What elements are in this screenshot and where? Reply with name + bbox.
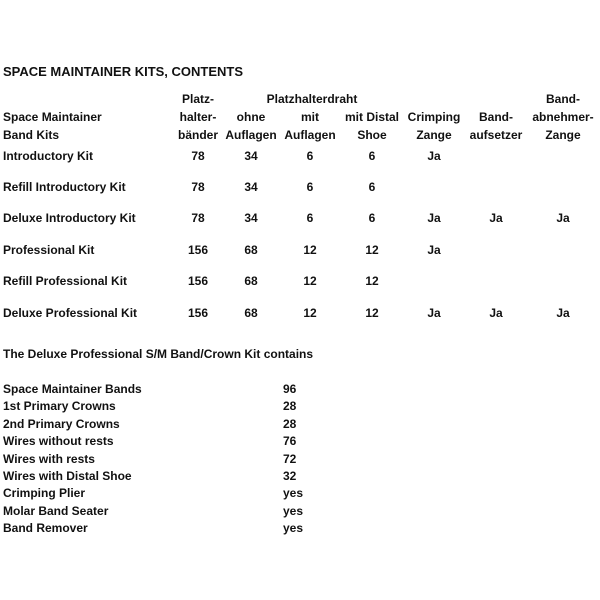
table-row-label: Refill Introductory Kit [3,180,126,194]
table-row-label: Introductory Kit [3,149,93,163]
header-col-ohne-auflagen: ohne Auflagen [225,110,277,142]
table-cell: 6 [306,149,314,163]
contents-item-label: 2nd Primary Crowns [3,417,120,431]
contents-item-label: Band Remover [3,521,88,535]
contents-item-label: Molar Band Seater [3,504,109,518]
table-cell: Ja [427,306,441,320]
table-cell: 156 [187,306,209,320]
table-row-label: Deluxe Professional Kit [3,306,138,320]
table-cell: 68 [244,274,258,288]
table-cell: 68 [244,306,258,320]
table-row-label: Deluxe Introductory Kit [3,211,136,225]
table-cell: 6 [306,180,314,194]
table-cell: 34 [244,180,258,194]
table-cell: Ja [427,211,441,225]
table-row-label: Refill Professional Kit [3,274,128,288]
table-cell: 12 [303,306,317,320]
contents-item-value: yes [283,486,304,500]
contents-item-label: Crimping Plier [3,486,86,500]
table-cell: 6 [368,211,376,225]
header-col-crimping-zange: Crimping Zange [407,110,461,142]
table-cell: 34 [244,149,258,163]
table-cell: 12 [365,274,379,288]
table-cell: Ja [427,243,441,257]
table-cell: 6 [368,180,376,194]
table-cell: Ja [489,306,503,320]
header-col-platzhalterbaender: Platz- halter- bänder [177,92,218,142]
header-col-mit-auflagen: mit Auflagen [284,110,336,142]
table-cell: 6 [306,211,314,225]
table-cell: 34 [244,211,258,225]
contents-item-label: Space Maintainer Bands [3,382,142,396]
contents-item-label: Wires with rests [3,452,95,466]
table-row-label: Professional Kit [3,243,95,257]
contents-item-value: 28 [283,417,297,431]
contents-item-value: 28 [283,399,297,413]
contents-item-label: Wires with Distal Shoe [3,469,132,483]
header-group-label: Platzhalterdraht [266,92,358,106]
table-cell: 68 [244,243,258,257]
contents-item-value: yes [283,521,304,535]
table-cell: 78 [191,211,205,225]
table-cell: 6 [368,149,376,163]
header-col-bandaufsetzer: Band- aufsetzer [469,110,523,142]
contents-item-value: 32 [283,469,297,483]
table-cell: 156 [187,274,209,288]
table-cell: Ja [489,211,503,225]
header-col-kits: Space Maintainer Band Kits [3,110,102,142]
contents-item-label: Wires without rests [3,434,114,448]
contents-item-value: 72 [283,452,297,466]
table-cell: Ja [427,149,441,163]
table-cell: 12 [303,243,317,257]
header-col-mit-distal-shoe: mit Distal Shoe [344,110,399,142]
table-cell: 156 [187,243,209,257]
contents-item-value: 76 [283,434,297,448]
page-title: SPACE MAINTAINER KITS, CONTENTS [3,64,244,79]
header-col-bandabnehmerzange: Band- abnehmer- Zange [532,92,594,142]
contents-item-label: 1st Primary Crowns [3,399,116,413]
table-cell: 12 [365,306,379,320]
table-cell: Ja [556,306,570,320]
table-cell: 12 [303,274,317,288]
contents-heading: The Deluxe Professional S/M Band/Crown Kit contains [3,347,314,361]
table-cell: 78 [191,180,205,194]
table-cell: Ja [556,211,570,225]
table-cell: 78 [191,149,205,163]
contents-item-value: yes [283,504,304,518]
contents-item-value: 96 [283,382,297,396]
table-cell: 12 [365,243,379,257]
